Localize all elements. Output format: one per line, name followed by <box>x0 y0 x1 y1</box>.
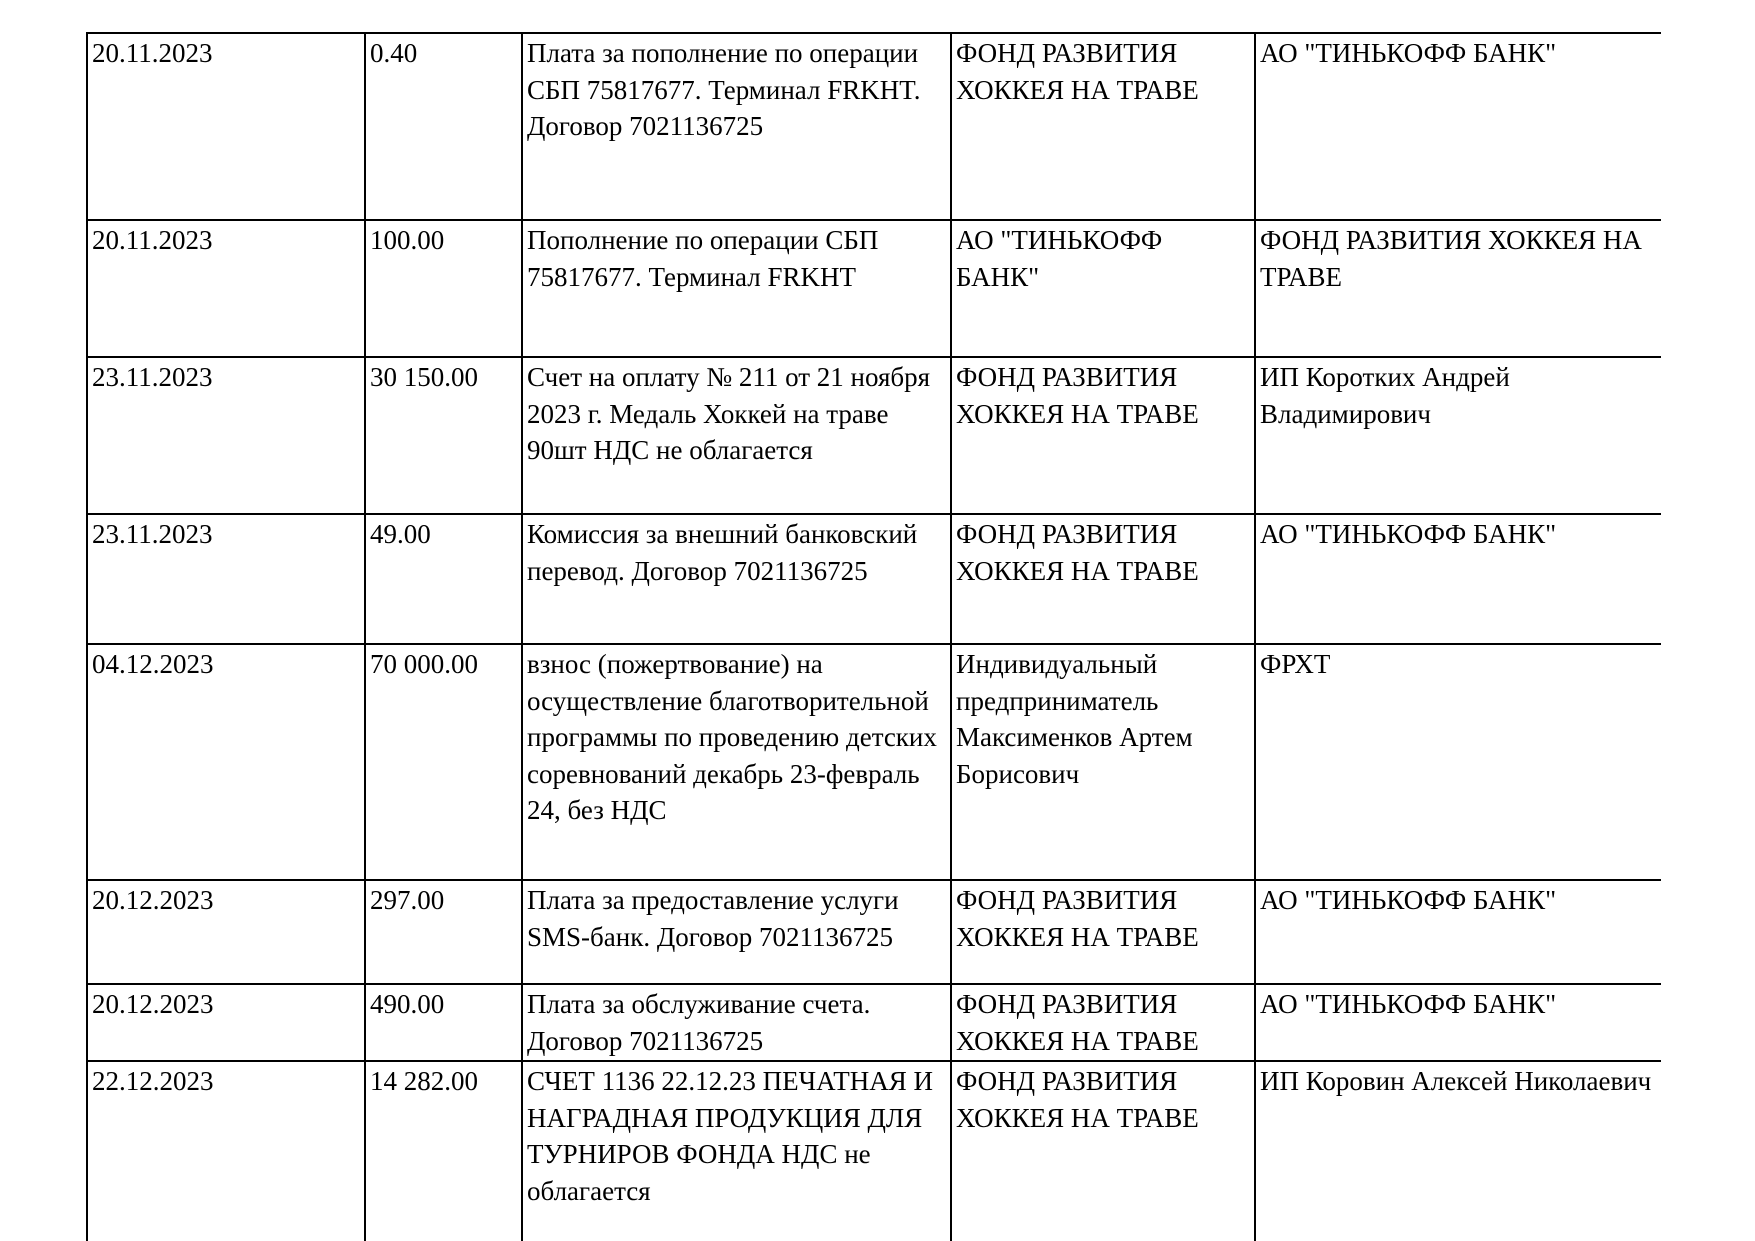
purpose-cell: взнос (пожертвование) на осуществление благотворительной программы по проведению детских соревнований декабрь 23-февраль 24, без НДС <box>522 644 951 880</box>
payer-cell: ФОНД РАЗВИТИЯ ХОККЕЯ НА ТРАВЕ <box>951 357 1255 514</box>
payer-cell: АО "ТИНЬКОФФ БАНК" <box>951 220 1255 357</box>
table-row <box>87 514 1661 644</box>
recipient-cell: АО "ТИНЬКОФФ БАНК" <box>1255 514 1661 644</box>
date-cell: 20.11.2023 <box>87 33 365 220</box>
amount-cell: 49.00 <box>365 514 522 644</box>
purpose-cell: Комиссия за внешний банковский перевод. Договор 7021136725 <box>522 514 951 644</box>
payer-cell: ФОНД РАЗВИТИЯ ХОККЕЯ НА ТРАВЕ <box>951 33 1255 220</box>
table-row <box>87 1061 1661 1241</box>
date-cell: 23.11.2023 <box>87 514 365 644</box>
amount-cell: 30 150.00 <box>365 357 522 514</box>
recipient-cell: АО "ТИНЬКОФФ БАНК" <box>1255 984 1661 1061</box>
table-row <box>87 880 1661 984</box>
amount-cell: 14 282.00 <box>365 1061 522 1241</box>
purpose-cell: СЧЕТ 1136 22.12.23 ПЕЧАТНАЯ И НАГРАДНАЯ ПРОДУКЦИЯ ДЛЯ ТУРНИРОВ ФОНДА НДС не облагается <box>522 1061 951 1241</box>
date-cell: 20.11.2023 <box>87 220 365 357</box>
amount-cell: 100.00 <box>365 220 522 357</box>
date-cell: 04.12.2023 <box>87 644 365 880</box>
recipient-cell: ФОНД РАЗВИТИЯ ХОККЕЯ НА ТРАВЕ <box>1255 220 1661 357</box>
transactions-table <box>86 32 1661 1241</box>
amount-cell: 297.00 <box>365 880 522 984</box>
amount-cell: 70 000.00 <box>365 644 522 880</box>
recipient-cell: АО "ТИНЬКОФФ БАНК" <box>1255 880 1661 984</box>
purpose-cell: Пополнение по операции СБП 75817677. Терминал FRKHT <box>522 220 951 357</box>
table-row <box>87 220 1661 357</box>
recipient-cell: ИП Коротких Андрей Владимирович <box>1255 357 1661 514</box>
recipient-cell: ИП Коровин Алексей Николаевич <box>1255 1061 1661 1241</box>
date-cell: 23.11.2023 <box>87 357 365 514</box>
table-row <box>87 984 1661 1061</box>
table-row <box>87 644 1661 880</box>
date-cell: 20.12.2023 <box>87 880 365 984</box>
payer-cell: ФОНД РАЗВИТИЯ ХОККЕЯ НА ТРАВЕ <box>951 1061 1255 1241</box>
payer-cell: ФОНД РАЗВИТИЯ ХОККЕЯ НА ТРАВЕ <box>951 984 1255 1061</box>
payer-cell: ФОНД РАЗВИТИЯ ХОККЕЯ НА ТРАВЕ <box>951 880 1255 984</box>
date-cell: 20.12.2023 <box>87 984 365 1061</box>
table-row <box>87 33 1661 220</box>
payer-cell: Индивидуальный предприниматель Максименков Артем Борисович <box>951 644 1255 880</box>
purpose-cell: Плата за предоставление услуги SMS-банк. Договор 7021136725 <box>522 880 951 984</box>
statement-page <box>86 32 1661 1241</box>
table-row <box>87 357 1661 514</box>
date-cell: 22.12.2023 <box>87 1061 365 1241</box>
purpose-cell: Счет на оплату № 211 от 21 ноября 2023 г. Медаль Хоккей на траве 90шт НДС не облагается <box>522 357 951 514</box>
purpose-cell: Плата за обслуживание счета. Договор 7021136725 <box>522 984 951 1061</box>
amount-cell: 490.00 <box>365 984 522 1061</box>
recipient-cell: ФРХТ <box>1255 644 1661 880</box>
payer-cell: ФОНД РАЗВИТИЯ ХОККЕЯ НА ТРАВЕ <box>951 514 1255 644</box>
recipient-cell: АО "ТИНЬКОФФ БАНК" <box>1255 33 1661 220</box>
purpose-cell: Плата за пополнение по операции СБП 75817677. Терминал FRKHT. Договор 7021136725 <box>522 33 951 220</box>
amount-cell: 0.40 <box>365 33 522 220</box>
